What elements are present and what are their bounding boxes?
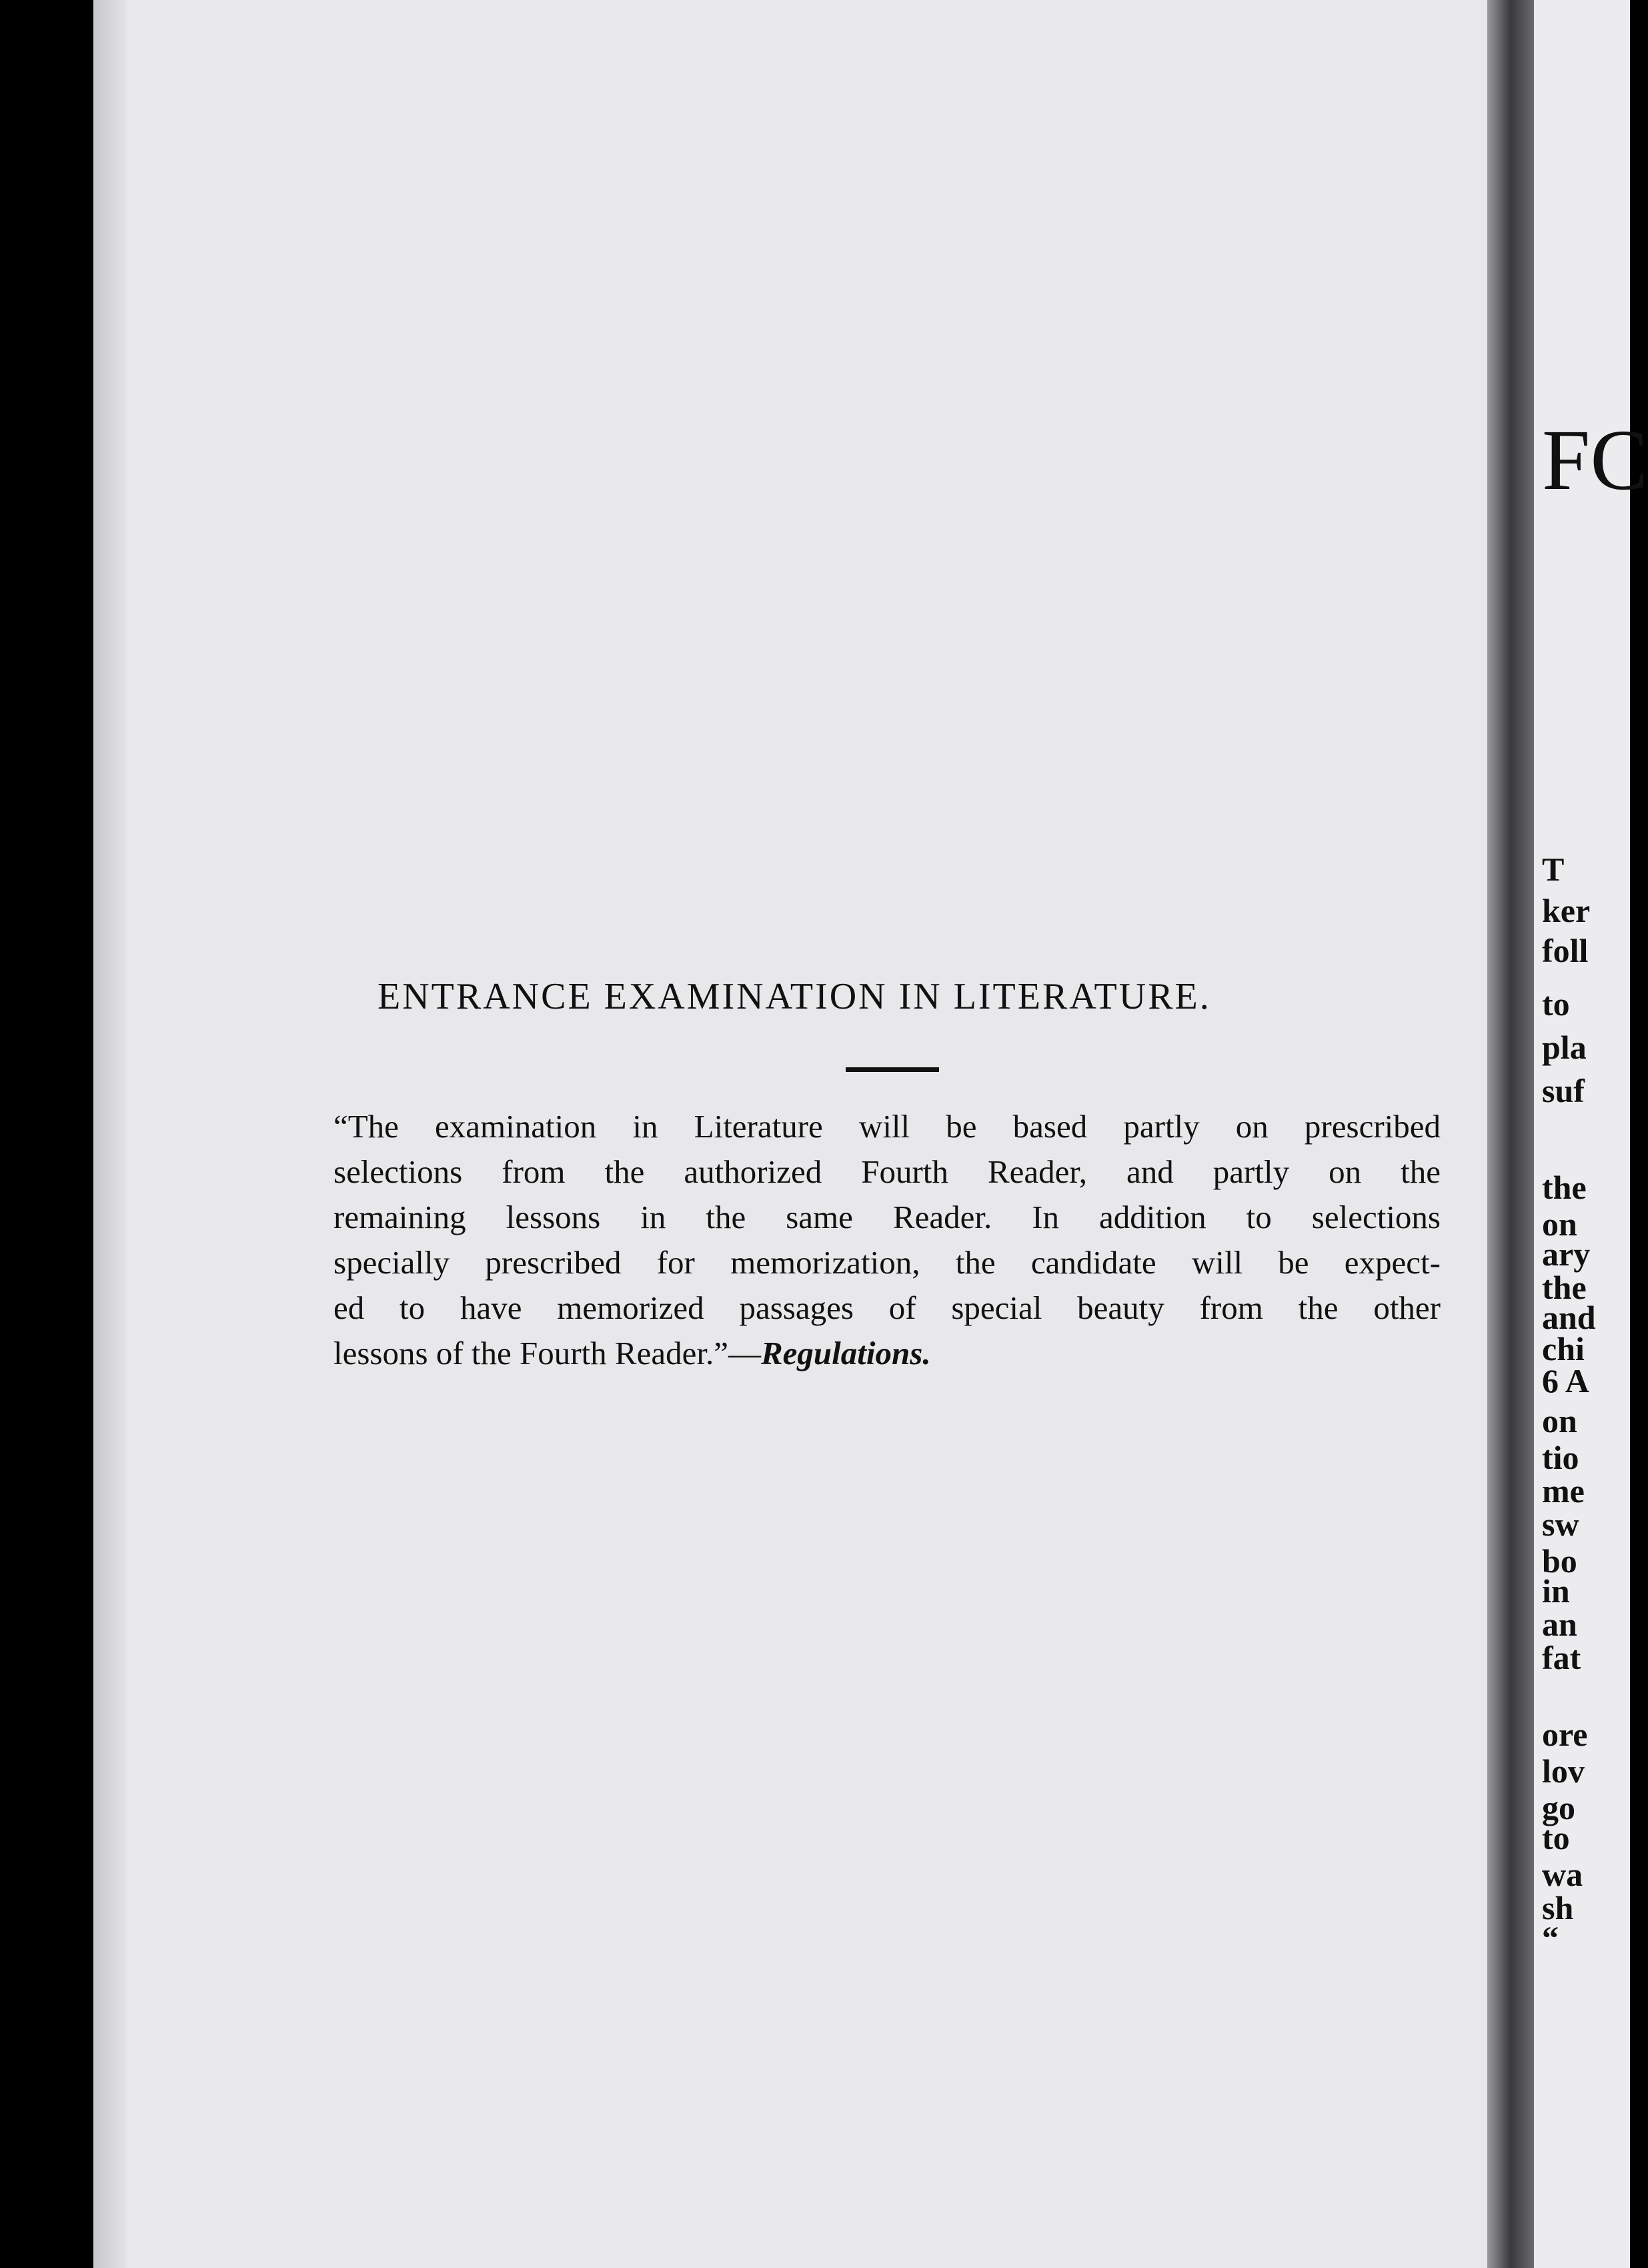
right-page-fragment (1534, 0, 1648, 2268)
right-text-fragment: sw (1542, 1506, 1579, 1543)
quote-line: “The examination in Literature will be based partly on prescribed (333, 1108, 1441, 1145)
right-text-fragment: pla (1542, 1029, 1587, 1066)
quote-line: remaining lessons in the same Reader. In addition to selections (333, 1199, 1441, 1235)
right-text-fragment: on (1542, 1402, 1577, 1440)
right-text-fragment: the (1542, 1269, 1587, 1306)
quote-line: specially prescribed for memorization, the candidate will be expect- (333, 1244, 1441, 1281)
quote-last-line (333, 1331, 1441, 1376)
book-gutter (1487, 0, 1534, 2268)
right-text-fragment: foll (1542, 932, 1589, 969)
right-text-fragment: the (1542, 1169, 1587, 1206)
right-text-fragment: bo (1542, 1542, 1577, 1580)
quote-line-text: lessons of the Fourth Reader.”— (333, 1335, 761, 1371)
page-edge (93, 0, 127, 2268)
quote-source: Regulations. (760, 1335, 931, 1371)
right-text-fragment: and (1542, 1299, 1596, 1336)
right-text-fragment: suf (1542, 1072, 1585, 1109)
right-text-fragment: lov (1542, 1752, 1585, 1790)
quote-line: selections from the authorized Fourth Reader, and partly on the (333, 1153, 1441, 1190)
right-text-fragment: tio (1542, 1439, 1579, 1476)
right-text-fragment: wa (1542, 1856, 1583, 1893)
right-text-fragment: ore (1542, 1716, 1588, 1753)
right-text-fragment: ary (1542, 1235, 1591, 1273)
right-text-fragment: fat (1542, 1639, 1581, 1676)
right-text-fragment: me (1542, 1472, 1585, 1510)
page-heading: ENTRANCE EXAMINATION IN LITERATURE. (377, 976, 1211, 1017)
right-text-fragment: in (1542, 1572, 1570, 1610)
right-text-fragment: on (1542, 1205, 1577, 1243)
right-text-fragment: sh (1542, 1889, 1574, 1926)
quote-line: ed to have memorized passages of special beauty from the other (333, 1289, 1441, 1326)
heading-rule (846, 1067, 939, 1072)
right-text-fragment: 6 A (1542, 1362, 1589, 1399)
right-text-fragment: an (1542, 1606, 1577, 1643)
right-text-fragment: to (1542, 985, 1570, 1023)
right-text-fragment: to (1542, 1819, 1570, 1856)
right-text-fragment: chi (1542, 1330, 1585, 1367)
right-heading-fragment: FC (1542, 412, 1648, 508)
right-text-fragment: ker (1542, 892, 1591, 929)
right-text-fragment: “ (1542, 1919, 1559, 1956)
regulation-quote (333, 1104, 1441, 1376)
right-text-fragment: go (1542, 1789, 1575, 1826)
right-text-fragment: T (1542, 851, 1565, 888)
